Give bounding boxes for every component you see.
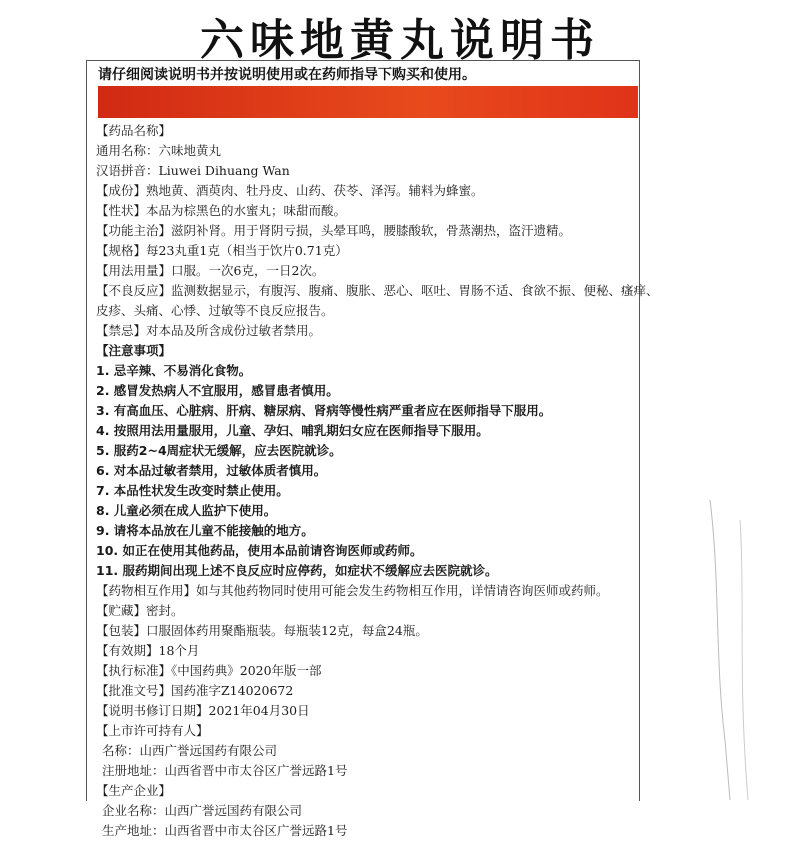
- instruction-line: 10. 如正在使用其他药品，使用本品前请咨询医师或药师。: [96, 543, 423, 558]
- instruction-line: 【贮藏】密封。: [96, 603, 184, 618]
- instruction-line: 【执行标准】《中国药典》2020年版一部: [96, 663, 322, 678]
- instruction-line: 【药品名称】: [96, 123, 172, 138]
- instruction-line: 8. 儿童必须在成人监护下使用。: [96, 503, 277, 518]
- instruction-line: 【生产企业】: [96, 783, 172, 798]
- instruction-body: [96, 121, 659, 841]
- instruction-line: 9. 请将本品放在儿童不能接触的地方。: [96, 523, 314, 538]
- instruction-line: 【功能主治】滋阴补肾。用于肾阴亏损，头晕耳鸣，腰膝酸软，骨蒸潮热，盗汗遗精。: [96, 223, 572, 238]
- instruction-line: 【不良反应】监测数据显示，有腹泻、腹痛、腹胀、恶心、呕吐、胃肠不适、食欲不振、便秘、瘙痒、: [96, 283, 659, 298]
- instruction-line: 【包装】口服固体药用聚酯瓶装。每瓶装12克，每盒24瓶。: [96, 623, 428, 638]
- instruction-line: 【有效期】18个月: [96, 643, 200, 658]
- instruction-line: 生产地址：山西省晋中市太谷区广誉远路1号: [102, 823, 348, 838]
- instruction-line: 【说明书修订日期】2021年04月30日: [96, 703, 310, 718]
- torn-edge-decoration: [700, 500, 780, 800]
- instruction-line: 4. 按照用法用量服用，儿童、孕妇、哺乳期妇女应在医师指导下服用。: [96, 423, 489, 438]
- instruction-line: 【用法用量】口服。一次6克，一日2次。: [96, 263, 325, 278]
- instruction-line: 3. 有高血压、心脏病、肝病、糖尿病、肾病等慢性病严重者应在医师指导下服用。: [96, 403, 552, 418]
- instruction-line: 【药物相互作用】如与其他药物同时使用可能会发生药物相互作用，详情请咨询医师或药师。: [96, 583, 609, 598]
- instruction-line: 7. 本品性状发生改变时禁止使用。: [96, 483, 289, 498]
- instruction-line: 1. 忌辛辣、不易消化食物。: [96, 363, 252, 378]
- instruction-line: 【批准文号】国药准字Z14020672: [96, 683, 294, 698]
- instruction-line: 【上市许可持有人】: [96, 723, 209, 738]
- instruction-line: 皮疹、头痛、心悸、过敏等不良反应报告。: [96, 303, 334, 318]
- instruction-line: 【规格】每23丸重1克（相当于饮片0.71克）: [96, 243, 348, 258]
- instruction-line: 【成份】熟地黄、酒萸肉、牡丹皮、山药、茯苓、泽泻。辅料为蜂蜜。: [96, 183, 484, 198]
- instruction-line: 【禁忌】对本品及所含成份过敏者禁用。: [96, 323, 322, 338]
- instruction-line: 11. 服药期间出现上述不良反应时应停药，如症状不缓解应去医院就诊。: [96, 563, 498, 578]
- instruction-line: 2. 感冒发热病人不宜服用，感冒患者慎用。: [96, 383, 339, 398]
- instruction-line: 企业名称：山西广誉远国药有限公司: [102, 803, 303, 818]
- usage-warning: 请仔细阅读说明书并按说明使用或在药师指导下购买和使用。: [98, 67, 476, 83]
- instruction-line: 5. 服药2~4周症状无缓解，应去医院就诊。: [96, 443, 342, 458]
- instruction-line: 6. 对本品过敏者禁用，过敏体质者慎用。: [96, 463, 327, 478]
- instruction-line: 注册地址：山西省晋中市太谷区广誉远路1号: [102, 763, 348, 778]
- page-title: 六味地黄丸说明书: [200, 15, 600, 66]
- instruction-line: 名称：山西广誉远国药有限公司: [102, 743, 278, 758]
- instruction-line: 【注意事项】: [96, 343, 172, 358]
- instruction-line: 通用名称：六味地黄丸: [96, 143, 222, 158]
- instruction-line: 汉语拼音：Liuwei Dihuang Wan: [96, 163, 290, 178]
- instruction-line: 【性状】本品为棕黑色的水蜜丸；味甜而酸。: [96, 203, 347, 218]
- red-banner: [98, 86, 638, 118]
